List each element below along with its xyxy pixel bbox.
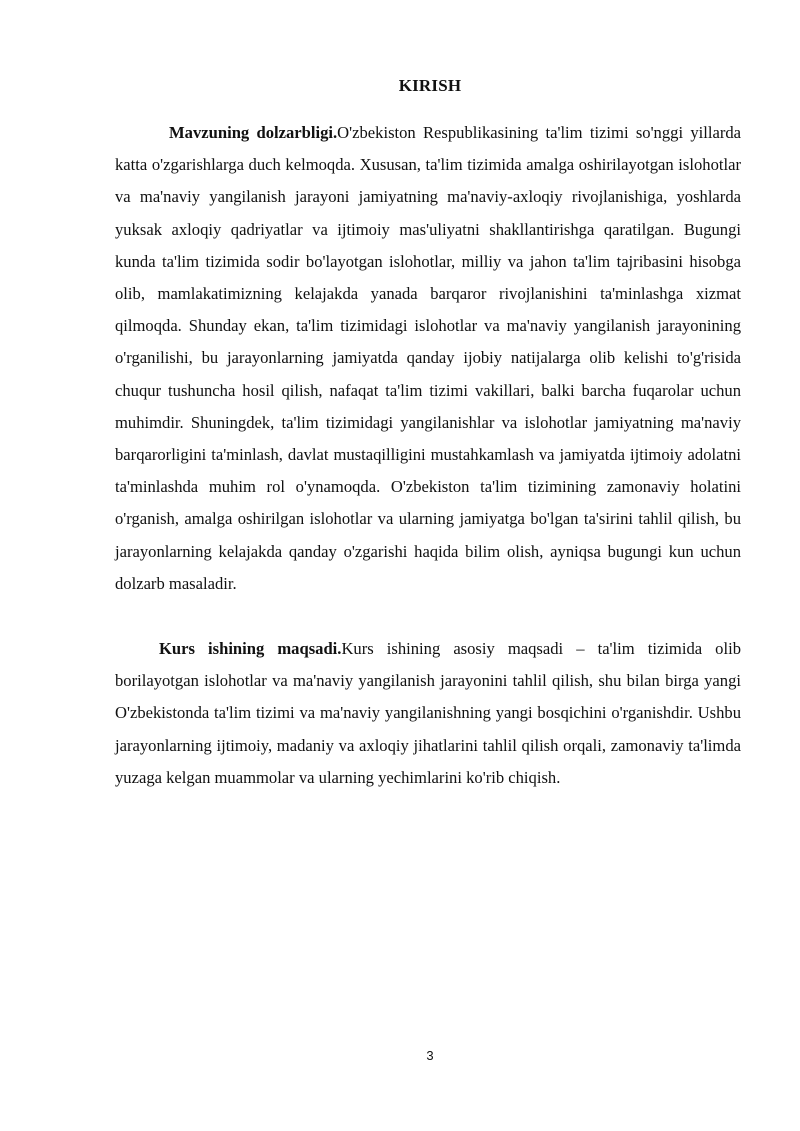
paragraph-goal xyxy=(115,633,741,794)
paragraph-text-relevance: O'zbekiston Respublikasining ta'lim tizimi so'nggi yillarda katta o'zgarishlarga duch kelmoqda. Xususan, ta'lim tizimida amalga oshirilayotgan islohotlar va ma'naviy yangilanish jarayoni jamiyatning ma'naviy-axloqiy rivojlanishiga, yoshlarda yuksak axloqiy qadriyatlar va ijtimoiy mas'uliyatni shakllantirishga qaratilgan. Bugungi kunda ta'lim tizimida sodir bo'layotgan islohotlar, milliy va jahon ta'lim tajribasini hisobga olib, mamlakatimizning kelajakda yanada barqaror rivojlanishini ta'minlashga xizmat qilmoqda. Shunday ekan, ta'lim tizimidagi islohotlar va ma'naviy yangilanish jarayonining o'rganilishi, bu jarayonlarning jamiyatda qanday ijobiy natijalarga olib kelishi to'g'risida chuqur tushuncha hosil qilish, nafaqat ta'lim tizimi vakillari, balki barcha fuqarolar uchun muhimdir. Shuningdek, ta'lim tizimidagi yangilanishlar va islohotlar jamiyatning ma'naviy barqarorligini ta'minlash, davlat mustaqilligini mustahkamlash va jamiyatda ijtimoiy adolatni ta'minlashda muhim rol o'ynamoqda. O'zbekiston ta'lim tizimining zamonaviy holatini o'rganish, amalga oshirilgan islohotlar va ularning jamiyatga bo'lgan ta'sirini tahlil qilish, bu jarayonlarning kelajakda qanday o'zgarishi haqida bilim olish, ayniqsa bugungi kun uchun dolzarb masaladir. xyxy=(115,123,742,593)
paragraph-text-goal: Kurs ishining asosiy maqsadi – ta'lim tizimida olib borilayotgan islohotlar va ma'naviy yangilanish jarayonini tahlil qilish, shu bilan birga yangi O'zbekistonda ta'lim tizimi va ma'naviy yangilanishning yangi bosqichini o'rganishdir. Ushbu jarayonlarning ijtimoiy, madaniy va axloqiy jihatlarini tahlil qilish orqali, zamonaviy ta'limda yuzaga kelgan muammolar va ularning yechimlarini ko'rib chiqish. xyxy=(115,639,741,787)
paragraph-lead-relevance: Mavzuning dolzarbligi. xyxy=(169,123,338,142)
page-number: 3 xyxy=(426,1048,434,1063)
section-title: KIRISH xyxy=(398,76,462,95)
paragraph-relevance xyxy=(115,117,741,600)
paragraph-lead-goal: Kurs ishining maqsadi. xyxy=(159,639,342,658)
